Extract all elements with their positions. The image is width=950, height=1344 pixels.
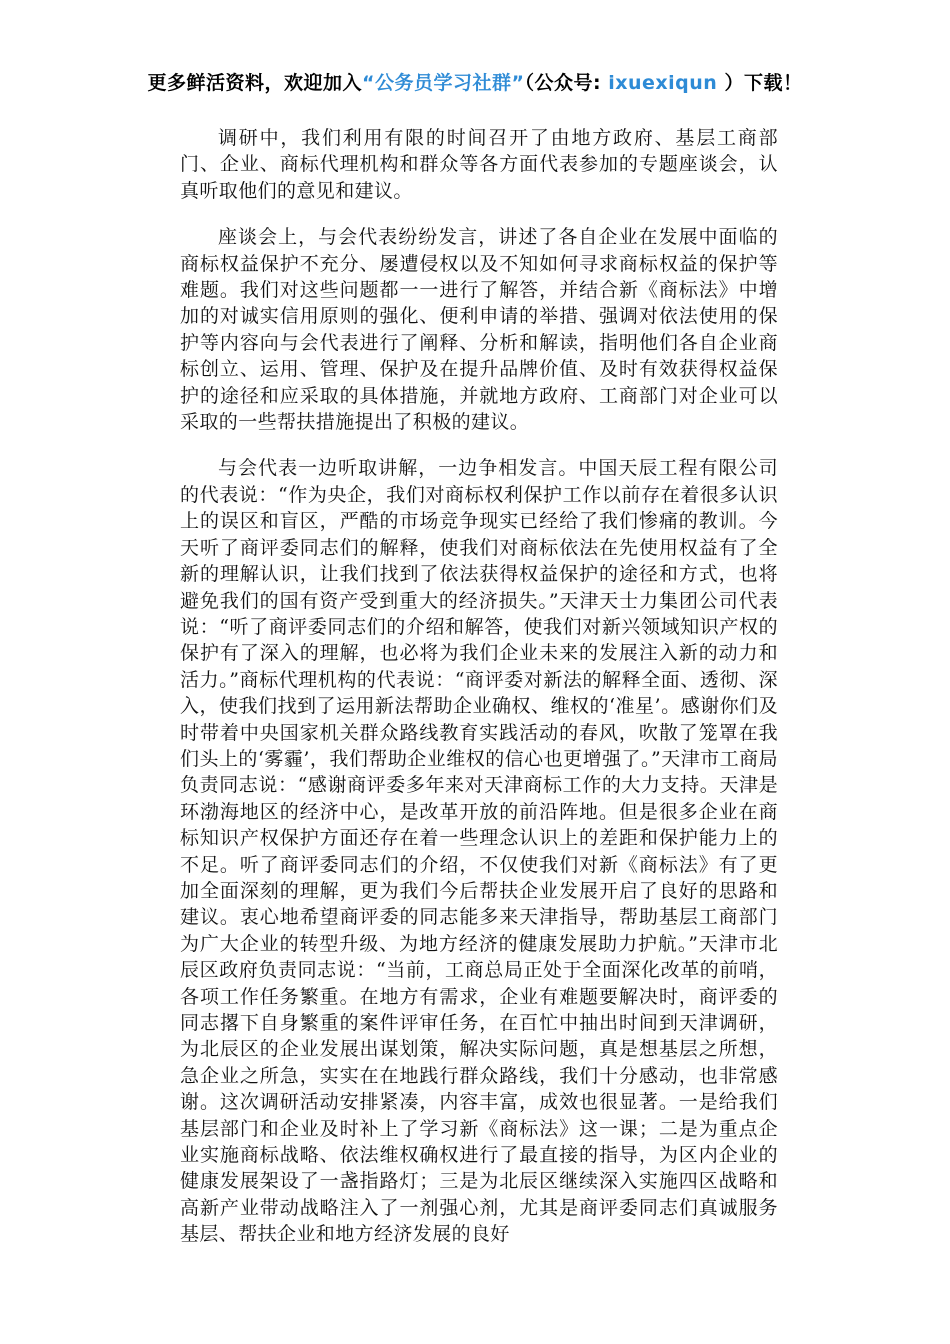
banner-wechat-id: ixuexiqun xyxy=(608,72,718,94)
paragraph-2: 座谈会上，与会代表纷纷发言，讲述了各自企业在发展中面临的商标权益保护不充分、屡遭侵权以及不知如何寻求商标权益的保护等难题。我们对这些问题都一一进行了解答，并结合新《商标法》中增加的对诚实信用原则的强化、便利申请的举措、强调对依法使用的保护等内容向与会代表进行了阐释、分析和解读，指明他们各自企业商标创立、运用、管理、保护及在提升品牌价值、及时有效获得权益保护的途径和应采取的具体措施，并就地方政府、工商部门对企业可以采取的一些帮扶措施提出了积极的建议。 xyxy=(180,226,778,434)
banner-prefix: 更多鲜活资料，欢迎加入 xyxy=(147,72,363,94)
paragraph-1: 调研中，我们利用有限的时间召开了由地方政府、基层工商部门、企业、商标代理机构和群众等各方面代表参加的专题座谈会，认真听取他们的意见和建议。 xyxy=(180,127,778,202)
document-body xyxy=(180,125,778,1268)
download-banner xyxy=(0,68,950,95)
paragraph-3: 与会代表一边听取讲解，一边争相发言。中国天辰工程有限公司的代表说：“作为央企，我们对商标权利保护工作以前存在着很多认识上的误区和盲区，严酷的市场竞争现实已经给了我们惨痛的教训。今天听了商评委同志们的解释，使我们对商标依法在先使用权益有了全新的理解认识，让我们找到了依法获得权益保护的途径和方式，也将避免我们的国有资产受到重大的经济损失。”天津天士力集团公司代表说：“听了商评委同志们的介绍和解答，使我们对新兴领域知识产权的保护有了深入的理解，也必将为我们企业未来的发展注入新的动力和活力。”商标代理机构的代表说：“商评委对新法的解释全面、透彻、深入，使我们找到了运用新法帮助企业确权、维权的‘准星’。感谢你们及时带着中央国家机关群众路线教育实践活动的春风，吹散了笼罩在我们头上的‘雾霾’，我们帮助企业维权的信心也更增强了。”天津市工商局负责同志说：“感谢商评委多年来对天津商标工作的大力支持。天津是环渤海地区的经济中心，是改革开放的前沿阵地。但是很多企业在商标知识产权保护方面还存在着一些理念认识上的差距和保护能力上的不足。听了商评委同志们的介绍，不仅使我们对新《商标法》有了更加全面深刻的理解，更为我们今后帮扶企业发展开启了良好的思路和建议。衷心地希望商评委的同志能多来天津指导，帮助基层工商部门为广大企业的转型升级、为地方经济的健康发展助力护航。”天津市北辰区政府负责同志说：“当前，工商总局正处于全面深化改革的前哨，各项工作任务繁重。在地方有需求，企业有难题要解决时，商评委的同志撂下自身繁重的案件评审任务，在百忙中抽出时间到天津调研，为北辰区的企业发展出谋划策，解决实际问题，真是想基层之所想，急企业之所急，实实在在地践行群众路线，我们十分感动，也非常感谢。这次调研活动安排紧凑，内容丰富，成效也很显著。一是给我们基层部门和企业及时补上了学习新《商标法》这一课；二是为重点企业实施商标战略、依法维权确权进行了最直接的指导，为区内企业的健康发展架设了一盏指路灯；三是为北辰区继续深入实施四区战略和高新产业带动战略注入了一剂强心剂，尤其是商评委同志们真诚服务基层、帮扶企业和地方经济发展的良好 xyxy=(180,457,778,1246)
banner-wechat-label: （公众号: xyxy=(524,72,609,94)
banner-group-name: “公务员学习社群” xyxy=(362,72,525,94)
banner-suffix: ）下载！ xyxy=(717,72,803,94)
